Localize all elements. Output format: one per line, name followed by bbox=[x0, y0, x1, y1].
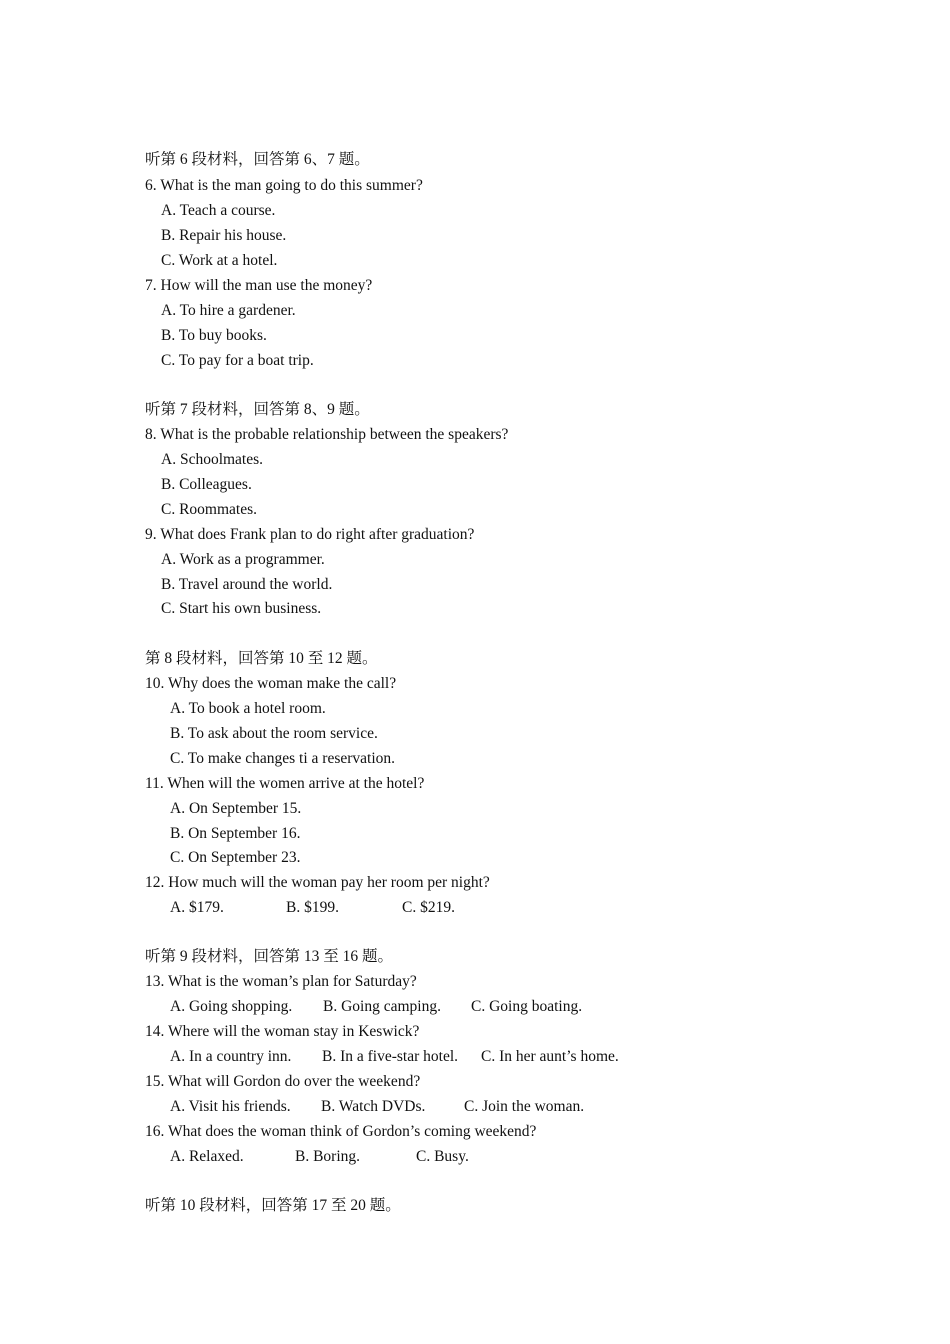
answer-option: B. In a five-star hotel. bbox=[322, 1048, 459, 1065]
question-stem: 14. Where will the woman stay in Keswick? bbox=[145, 1023, 420, 1040]
answer-option: C. In her aunt’s home. bbox=[481, 1048, 619, 1065]
answer-option: A. Teach a course. bbox=[161, 202, 276, 219]
question-stem: 13. What is the woman’s plan for Saturday? bbox=[145, 973, 417, 990]
answer-option: C. Start his own business. bbox=[161, 600, 322, 617]
answer-option: A. In a country inn. bbox=[170, 1048, 292, 1065]
answer-option: C. Roommates. bbox=[161, 501, 258, 518]
answer-option: A. To book a hotel room. bbox=[170, 700, 326, 717]
answer-option: B. $199. bbox=[286, 899, 339, 916]
question-stem: 6. What is the man going to do this summer? bbox=[145, 177, 423, 194]
section-heading: 听第 6 段材料，回答第 6、7 题。 bbox=[145, 151, 370, 168]
answer-option: A. Relaxed. bbox=[170, 1148, 244, 1165]
section-heading: 听第 9 段材料，回答第 13 至 16 题。 bbox=[145, 948, 394, 965]
answer-option: A. Work as a programmer. bbox=[161, 551, 325, 568]
answer-option: C. $219. bbox=[402, 899, 455, 916]
question-stem: 15. What will Gordon do over the weekend? bbox=[145, 1073, 421, 1090]
answer-option: B. To buy books. bbox=[161, 327, 267, 344]
question-stem: 12. How much will the woman pay her room per night? bbox=[145, 874, 490, 891]
question-stem: 11. When will the women arrive at the hotel? bbox=[145, 775, 425, 792]
answer-option: A. To hire a gardener. bbox=[161, 302, 296, 319]
question-stem: 8. What is the probable relationship between the speakers? bbox=[145, 426, 509, 443]
answer-option: B. Travel around the world. bbox=[161, 576, 333, 593]
answer-option: B. Colleagues. bbox=[161, 476, 252, 493]
question-stem: 10. Why does the woman make the call? bbox=[145, 675, 397, 692]
answer-option: A. $179. bbox=[170, 899, 224, 916]
answer-option: A. On September 15. bbox=[170, 800, 302, 817]
answer-option: B. On September 16. bbox=[170, 825, 301, 842]
answer-option: B. Watch DVDs. bbox=[321, 1098, 426, 1115]
answer-option: C. To pay for a boat trip. bbox=[161, 352, 314, 369]
answer-option: B. To ask about the room service. bbox=[170, 725, 378, 742]
answer-option: C. Going boating. bbox=[471, 998, 583, 1015]
answer-option: A. Visit his friends. bbox=[170, 1098, 291, 1115]
question-stem: 7. How will the man use the money? bbox=[145, 277, 373, 294]
answer-option: B. Repair his house. bbox=[161, 227, 287, 244]
answer-option: A. Schoolmates. bbox=[161, 451, 264, 468]
answer-option: C. Work at a hotel. bbox=[161, 252, 278, 269]
answer-option: C. Join the woman. bbox=[464, 1098, 585, 1115]
answer-option: C. Busy. bbox=[416, 1148, 469, 1165]
section-heading: 第 8 段材料，回答第 10 至 12 题。 bbox=[145, 650, 378, 667]
answer-option: C. To make changes ti a reservation. bbox=[170, 750, 396, 767]
section-heading: 听第 10 段材料，回答第 17 至 20 题。 bbox=[145, 1197, 401, 1214]
question-stem: 16. What does the woman think of Gordon’s coming weekend? bbox=[145, 1123, 537, 1140]
answer-option: C. On September 23. bbox=[170, 849, 301, 866]
answer-option: A. Going shopping. bbox=[170, 998, 293, 1015]
answer-option: B. Boring. bbox=[295, 1148, 361, 1165]
question-stem: 9. What does Frank plan to do right after graduation? bbox=[145, 526, 475, 543]
section-heading: 听第 7 段材料，回答第 8、9 题。 bbox=[145, 401, 370, 418]
answer-option: B. Going camping. bbox=[323, 998, 441, 1015]
